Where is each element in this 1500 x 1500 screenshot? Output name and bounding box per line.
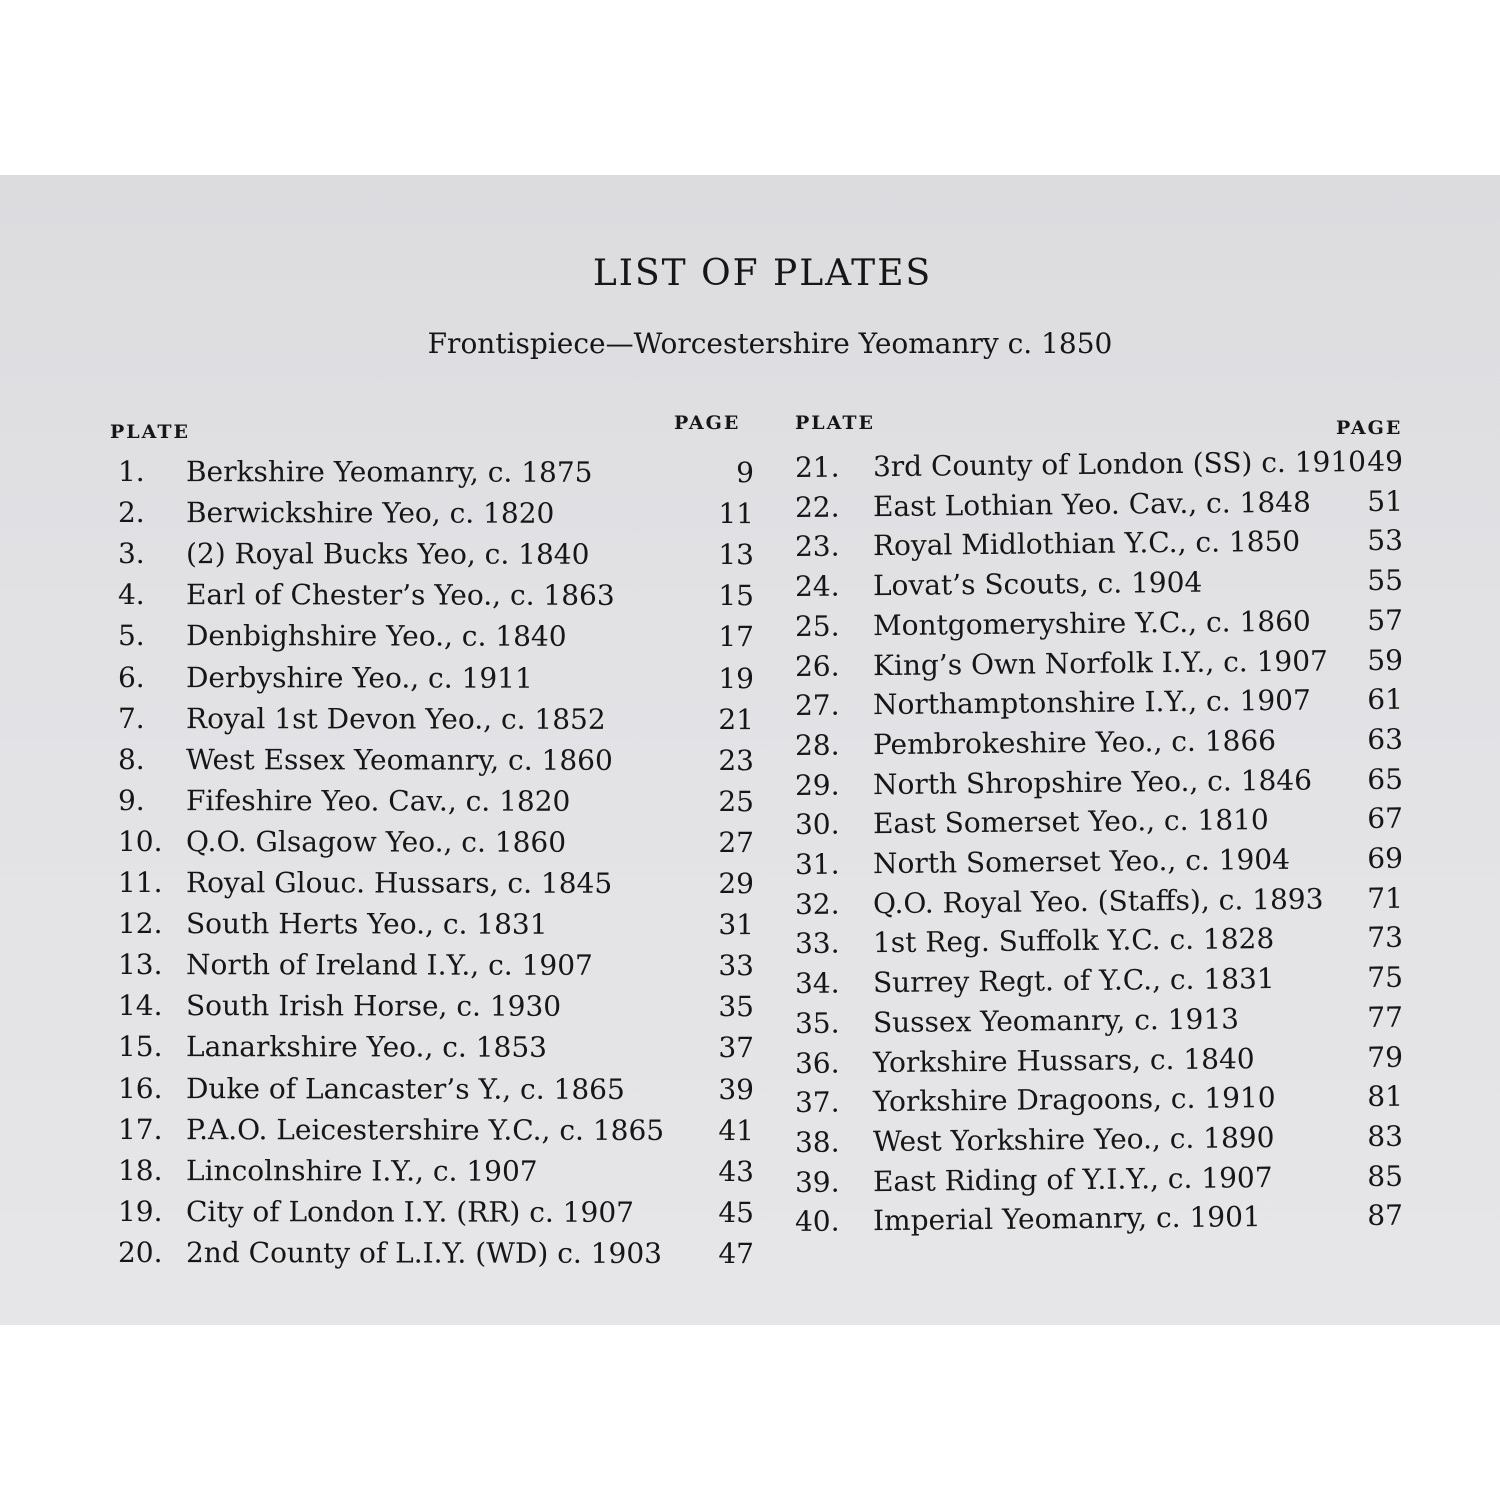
plate-entry	[118, 781, 754, 822]
plate-number: 1.	[117, 455, 145, 489]
plate-title: South Irish Horse, c. 1930	[185, 989, 562, 1024]
plate-title: 2nd County of L.I.Y. (WD) c. 1903	[185, 1236, 662, 1270]
plate-entry	[795, 839, 1403, 885]
plate-number: 7.	[117, 701, 145, 735]
plate-page-number: 47	[718, 1236, 755, 1271]
plate-page-number: 25	[718, 784, 755, 818]
plate-entry	[118, 575, 754, 616]
plate-number: 19.	[117, 1194, 163, 1228]
plate-number: 27.	[794, 688, 840, 723]
plate-entry	[118, 986, 754, 1027]
plate-entry	[795, 1196, 1403, 1242]
plate-page-number: 39	[718, 1072, 755, 1106]
plate-page-number: 85	[1367, 1159, 1404, 1193]
plate-number: 3.	[117, 537, 145, 571]
plate-number: 38.	[794, 1125, 840, 1159]
plate-number: 24.	[794, 569, 840, 604]
plate-page-number: 49	[1367, 444, 1404, 479]
plate-page-number: 61	[1367, 682, 1404, 717]
plate-page-number: 51	[1367, 484, 1404, 518]
plate-page-number: 35	[718, 990, 755, 1024]
plate-entry	[118, 493, 754, 534]
left-page-header: PAGE	[674, 412, 741, 434]
plate-page-number: 23	[718, 743, 755, 777]
plate-entry	[118, 740, 754, 781]
plate-entry	[118, 822, 754, 863]
plate-entry	[118, 452, 754, 493]
plate-entry	[795, 521, 1403, 567]
plate-page-number: 77	[1367, 1000, 1404, 1034]
plate-page-number: 53	[1367, 524, 1404, 558]
plate-number: 6.	[117, 660, 145, 694]
plate-page-number: 79	[1367, 1040, 1404, 1074]
plate-number: 33.	[794, 926, 840, 961]
plate-entry	[118, 863, 754, 904]
plate-title: King’s Own Norfolk I.Y., c. 1907	[872, 643, 1329, 682]
plate-title: Pembrokeshire Yeo., c. 1866	[872, 723, 1277, 762]
plate-page-number: 65	[1367, 762, 1404, 796]
plate-page-number: 31	[718, 908, 755, 942]
plate-number: 20.	[117, 1235, 163, 1269]
plate-page-number: 81	[1367, 1079, 1404, 1114]
plate-entry	[795, 720, 1403, 766]
plate-page-number: 83	[1367, 1119, 1404, 1153]
plate-title: Lanarkshire Yeo., c. 1853	[185, 1030, 548, 1065]
plate-page-number: 41	[718, 1113, 755, 1147]
plate-number: 4.	[117, 578, 145, 612]
plate-title: Royal Midlothian Y.C., c. 1850	[872, 525, 1301, 563]
plate-title: Sussex Yeomanry, c. 1913	[872, 1002, 1240, 1039]
plate-number: 22.	[794, 490, 840, 524]
plate-number: 5.	[117, 619, 145, 653]
plate-title: Montgomeryshire Y.C., c. 1860	[872, 604, 1311, 642]
plate-title: Berkshire Yeomanry, c. 1875	[185, 455, 593, 489]
plate-number: 11.	[117, 866, 163, 900]
right-page-header: PAGE	[1336, 417, 1403, 439]
plate-title: City of London I.Y. (RR) c. 1907	[185, 1194, 634, 1229]
plate-number: 13.	[117, 948, 163, 982]
plate-number: 16.	[117, 1071, 163, 1105]
plate-title: Northamptonshire I.Y., c. 1907	[872, 683, 1311, 722]
plate-title: West Essex Yeomanry, c. 1860	[185, 742, 613, 777]
plate-entry	[118, 616, 754, 657]
plate-page-number: 13	[718, 538, 755, 572]
plate-number: 26.	[794, 649, 840, 683]
plate-page-number: 73	[1367, 921, 1404, 955]
plate-page-number: 9	[736, 456, 755, 490]
plate-title: Derbyshire Yeo., c. 1911	[185, 660, 533, 695]
plate-number: 25.	[794, 609, 840, 643]
plate-page-number: 59	[1367, 643, 1404, 677]
plate-page-number: 37	[718, 1031, 755, 1065]
plate-title: Earl of Chester’s Yeo., c. 1863	[185, 578, 615, 613]
plate-entry	[118, 1233, 754, 1274]
plate-entry	[118, 1192, 754, 1233]
plate-entry	[118, 904, 754, 945]
plate-entry	[118, 1069, 754, 1110]
plate-number: 21.	[794, 450, 840, 484]
plate-entry	[795, 680, 1403, 726]
plate-page-number: 15	[718, 579, 755, 613]
plate-entry	[795, 561, 1403, 607]
plate-title: Q.O. Royal Yeo. (Staffs), c. 1893	[872, 882, 1324, 920]
plate-number: 18.	[117, 1153, 163, 1187]
plate-page-number: 55	[1367, 563, 1404, 598]
plate-page-number: 29	[718, 867, 755, 901]
plate-entry	[795, 1037, 1403, 1083]
plate-page-number: 75	[1367, 960, 1404, 995]
plate-page-number: 27	[718, 825, 755, 860]
plate-title: Berwickshire Yeo, c. 1820	[185, 496, 555, 530]
plate-number: 37.	[794, 1085, 840, 1120]
plate-entry	[795, 640, 1403, 686]
plate-page-number: 19	[718, 661, 755, 695]
plate-title: Royal Glouc. Hussars, c. 1845	[185, 866, 613, 900]
plate-title: Yorkshire Hussars, c. 1840	[872, 1041, 1255, 1079]
plate-page-number: 43	[718, 1154, 755, 1188]
plate-title: Q.O. Glsagow Yeo., c. 1860	[185, 825, 567, 859]
plate-number: 8.	[117, 742, 145, 776]
plate-number: 2.	[117, 496, 145, 530]
right-plate-header: PLATE	[795, 412, 875, 434]
plate-number: 32.	[794, 887, 840, 921]
plate-number: 28.	[794, 728, 840, 762]
plate-number: 23.	[794, 529, 840, 564]
frontispiece-line: Frontispiece—Worcestershire Yeomanry c. 1850	[427, 327, 1113, 360]
plate-number: 14.	[117, 989, 163, 1023]
page-title: LIST OF PLATES	[592, 253, 933, 294]
plate-title: 3rd County of London (SS) c. 1910	[872, 445, 1367, 484]
plate-title: North of Ireland I.Y., c. 1907	[185, 948, 593, 983]
plate-page-number: 87	[1367, 1198, 1404, 1233]
plate-title: Fifeshire Yeo. Cav., c. 1820	[185, 783, 571, 818]
plate-page-number: 57	[1367, 603, 1404, 637]
plate-entry	[795, 997, 1403, 1043]
plate-page-number: 69	[1367, 841, 1404, 876]
plate-number: 40.	[794, 1204, 840, 1239]
plate-entry	[118, 1027, 754, 1068]
plate-title: Yorkshire Dragoons, c. 1910	[872, 1081, 1276, 1119]
plate-number: 17.	[117, 1112, 163, 1146]
plate-number: 36.	[794, 1046, 840, 1080]
plate-entry	[795, 799, 1403, 845]
plate-entry	[118, 1110, 754, 1151]
plate-page-number: 11	[718, 497, 755, 531]
plate-number: 31.	[794, 847, 840, 881]
plate-entry	[795, 600, 1403, 646]
plate-page-number: 21	[718, 702, 755, 736]
plate-title: Royal 1st Devon Yeo., c. 1852	[185, 701, 606, 736]
plate-title: East Riding of Y.I.Y., c. 1907	[872, 1160, 1273, 1198]
plate-title: Imperial Yeomanry, c. 1901	[872, 1200, 1261, 1238]
plate-title: Denbighshire Yeo., c. 1840	[185, 619, 567, 654]
plate-number: 39.	[794, 1165, 840, 1199]
plate-entry	[795, 918, 1403, 964]
plate-title: Surrey Regt. of Y.C., c. 1831	[872, 962, 1275, 1000]
left-plate-header: PLATE	[110, 421, 190, 443]
plate-number: 9.	[117, 783, 145, 817]
plate-entry	[795, 958, 1403, 1004]
plate-title: Lincolnshire I.Y., c. 1907	[185, 1153, 538, 1188]
plate-title: P.A.O. Leicestershire Y.C., c. 1865	[185, 1112, 665, 1147]
plate-page-number: 45	[718, 1195, 755, 1229]
plate-page-number: 17	[718, 620, 755, 654]
plate-entry	[795, 1077, 1403, 1123]
plate-title: East Lothian Yeo. Cav., c. 1848	[872, 485, 1311, 523]
plate-entry	[118, 534, 754, 575]
plate-page-number: 71	[1367, 881, 1404, 915]
plate-page-number: 33	[718, 949, 755, 983]
plate-number: 34.	[794, 966, 840, 1001]
plate-entry	[118, 1151, 754, 1192]
plate-number: 35.	[794, 1006, 840, 1040]
plate-title: Duke of Lancaster’s Y., c. 1865	[185, 1071, 625, 1106]
plate-title: East Somerset Yeo., c. 1810	[872, 803, 1269, 841]
plate-page-number: 67	[1367, 801, 1404, 836]
plate-title: (2) Royal Bucks Yeo, c. 1840	[185, 537, 590, 572]
book-page	[0, 175, 1500, 1325]
plate-number: 12.	[117, 907, 163, 941]
plate-number: 15.	[117, 1030, 163, 1064]
plate-entry	[795, 1117, 1403, 1163]
plate-title: 1st Reg. Suffolk Y.C. c. 1828	[872, 922, 1275, 960]
plate-number: 30.	[794, 807, 840, 842]
plate-title: West Yorkshire Yeo., c. 1890	[872, 1120, 1275, 1159]
plate-number: 29.	[794, 768, 840, 802]
plate-entry	[118, 699, 754, 740]
plate-number: 10.	[117, 824, 163, 858]
plate-title: North Shropshire Yeo., c. 1846	[872, 763, 1313, 801]
plate-entry	[795, 442, 1403, 488]
plate-entry	[118, 945, 754, 986]
plate-entry	[118, 658, 754, 699]
plate-page-number: 63	[1367, 722, 1404, 756]
plate-title: Lovat’s Scouts, c. 1904	[872, 565, 1203, 603]
plate-title: South Herts Yeo., c. 1831	[185, 907, 548, 941]
plate-title: North Somerset Yeo., c. 1904	[872, 842, 1291, 881]
